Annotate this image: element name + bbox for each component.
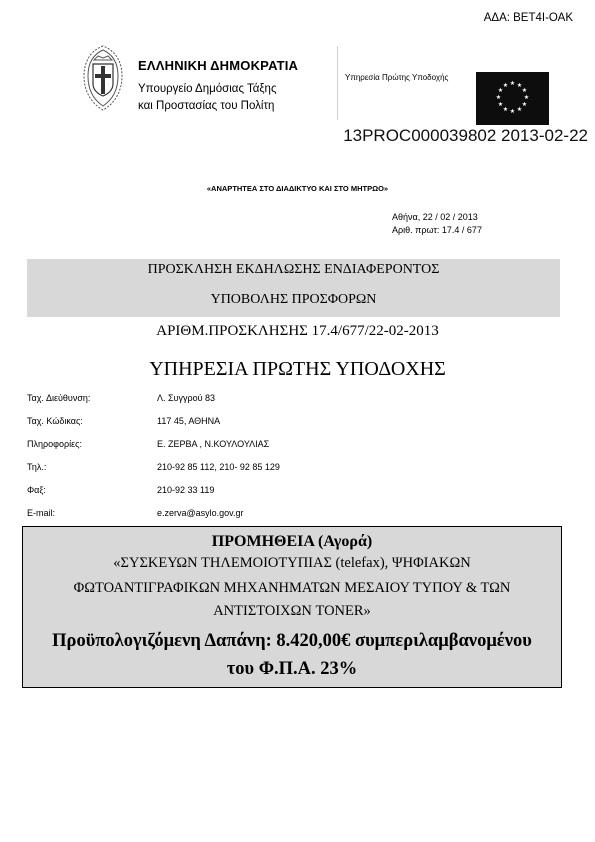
contact-label: E-mail: (27, 508, 56, 518)
budget-line-1: Προϋπολογιζόμενη Δαπάνη: 8.420,00€ συμπεριλαμβανομένου (52, 631, 532, 651)
republic-heading: ΕΛΛΗΝΙΚΗ ΔΗΜΟΚΡΑΤΙΑ (138, 58, 299, 73)
contact-row-info (27, 439, 427, 453)
supply-item-line-1: «ΣΥΣΚΕΥΩΝ ΤΗΛΕΜΟΙΟΤΥΠΙΑΣ (telefax), ΨΗΦΙΑΚΩΝ (113, 555, 471, 571)
svg-text:★: ★ (495, 94, 502, 101)
svg-text:★: ★ (509, 108, 516, 115)
budget-line-2: του Φ.Π.Α. 23% (226, 659, 358, 679)
svg-text:★: ★ (521, 87, 528, 94)
ministry-line-2: και Προστασίας του Πολίτη (138, 100, 275, 112)
contact-row-address (27, 393, 427, 407)
svg-text:★: ★ (516, 106, 523, 113)
svg-text:★: ★ (523, 94, 530, 101)
ministry-line-1: Υπουργείο Δημόσιας Τάξης (138, 83, 277, 95)
title-line-1: ΠΡΟΣΚΛΗΣΗ ΕΚΔΗΛΩΣΗΣ ΕΝΔΙΑΦΕΡΟΝΤΟΣ (147, 262, 440, 277)
contact-label: Ταχ. Κώδικας: (27, 416, 83, 426)
contact-label: Πληροφορίες: (27, 439, 82, 449)
svg-text:★: ★ (516, 82, 523, 89)
contact-row-postcode (27, 416, 427, 430)
protocol-code: 13PROC000039802 2013-02-22 (343, 126, 588, 145)
protocol-number-line: Αριθ. πρωτ: 17.4 / 677 (392, 225, 482, 235)
publish-note: «ΑΝΑΡΤΗΤΕΑ ΣΤΟ ΔΙΑΔΙΚΤΥΟ ΚΑΙ ΣΤΟ ΜΗΤΡΩΟ» (206, 184, 389, 193)
invitation-number: ΑΡΙΘΜ.ΠΡΟΣΚΛΗΣΗΣ 17.4/677/22-02-2013 (156, 323, 439, 339)
contact-label: Ταχ. Διεύθυνση: (27, 393, 91, 403)
contact-row-email (27, 508, 427, 522)
title-line-2: ΥΠΟΒΟΛΗΣ ΠΡΟΣΦΟΡΩΝ (210, 292, 377, 307)
svg-text:★: ★ (521, 101, 528, 108)
contact-label: Τηλ.: (27, 462, 47, 472)
header-divider (337, 46, 338, 120)
contact-row-phone (27, 462, 427, 476)
greek-coat-of-arms-icon (78, 42, 128, 114)
contact-value: 210-92 85 112, 210- 92 85 129 (157, 462, 280, 472)
svg-text:★: ★ (497, 87, 504, 94)
supply-item-line-3: ΑΝΤΙΣΤΟΙΧΩΝ TONER» (213, 603, 371, 619)
svg-text:★: ★ (497, 101, 504, 108)
email-link[interactable]: e.zerva@asylo.gov.gr (157, 508, 244, 518)
date-line: Αθήνα, 22 / 02 / 2013 (392, 212, 478, 222)
service-title: ΥΠΗΡΕΣΙΑ ΠΡΩΤΗΣ ΥΠΟΔΟΧΗΣ (149, 358, 446, 380)
service-name-small: Υπηρεσία Πρώτης Υποδοχής (345, 73, 449, 82)
supply-title: ΠΡΟΜΗΘΕΙΑ (Αγορά) (211, 533, 373, 550)
contact-value: 117 45, ΑΘΗΝΑ (157, 416, 221, 426)
contact-row-fax (27, 485, 427, 499)
contact-value: Ε. ΖΕΡΒΑ , Ν.ΚΟΥΛΟΥΛΙΑΣ (157, 439, 270, 449)
supply-item-line-2: ΦΩΤΟΑΝΤΙΓΡΑΦΙΚΩΝ ΜΗΧΑΝΗΜΑΤΩΝ ΜΕΣΑΙΟΥ ΤΥΠΟΥ & ΤΩΝ (73, 580, 511, 596)
eu-flag-icon (476, 72, 549, 125)
contact-value: Λ. Συγγρού 83 (157, 393, 216, 403)
svg-text:★: ★ (509, 80, 516, 87)
contact-value: 210-92 33 119 (157, 485, 215, 495)
svg-text:★: ★ (502, 106, 509, 113)
ada-code: ΑΔΑ: ΒΕΤ4Ι-ΟΑΚ (483, 12, 573, 24)
contact-label: Φαξ: (27, 485, 46, 495)
svg-text:★: ★ (502, 82, 509, 89)
date-block (392, 211, 482, 237)
